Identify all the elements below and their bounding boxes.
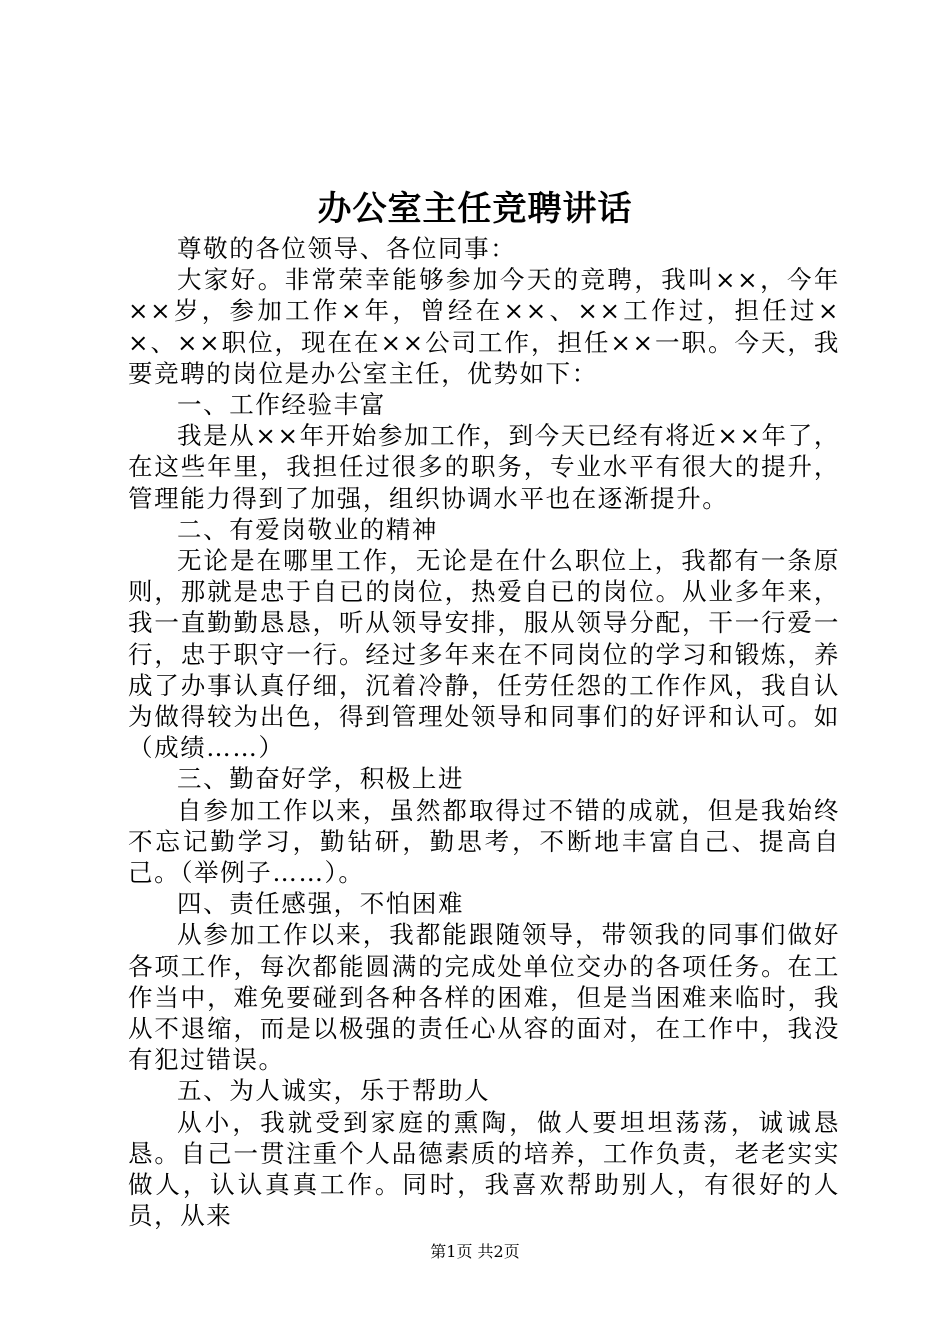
- section-heading-2: 二、有爱岗敬业的精神: [177, 514, 438, 544]
- page-footer: 第1页 共2页: [430, 1242, 520, 1261]
- section-paragraph-3: 自参加工作以来，虽然都取得过不错的成就，但是我始终不忘记勤学习，勤钻研，勤思考，不断地丰富自己、提高自己。（举例子……）。: [128, 795, 840, 888]
- intro-paragraph: 大家好。非常荣幸能够参加今天的竞聘，我叫××，今年××岁，参加工作×年，曾经在××、××工作过，担任过××、××职位，现在在××公司工作，担任××一职。今天，我要竞聘的岗位是办公室主任，优势如下：: [128, 265, 840, 388]
- document-title: 办公室主任竞聘讲话: [317, 189, 633, 229]
- section-paragraph-1: 我是从××年开始参加工作，到今天已经有将近××年了，在这些年里，我担任过很多的职务，专业水平有很大的提升，管理能力得到了加强，组织协调水平也在逐渐提升。: [128, 421, 840, 513]
- section-paragraph-2: 无论是在哪里工作，无论是在什么职位上，我都有一条原则，那就是忠于自已的岗位，热爱自已的岗位。从业多年来，我一直勤勤恳恳，听从领导安排，服从领导分配，干一行爱一行，忠于职守一行。经过多年来在不同岗位的学习和锻炼，养成了办事认真仔细，沉着冷静，任劳任怨的工作作风，我自认为做得较为出色，得到管理处领导和同事们的好评和认可。如（成绩……）: [128, 546, 840, 763]
- section-paragraph-4: 从参加工作以来，我都能跟随领导，带领我的同事们做好各项工作，每次都能圆满的完成处单位交办的各项任务。在工作当中，难免要碰到各种各样的困难，但是当困难来临时，我从不退缩，而是以极强的责任心从容的面对，在工作中，我没有犯过错误。: [128, 920, 840, 1075]
- section-heading-5: 五、为人诚实，乐于帮助人: [177, 1076, 491, 1106]
- section-paragraph-5: 从小，我就受到家庭的熏陶，做人要坦坦荡荡，诚诚恳恳。自己一贯注重个人品德素质的培养，工作负责，老老实实做人，认认真真工作。同时，我喜欢帮助别人，有很好的人员，从来: [128, 1107, 840, 1231]
- section-heading-4: 四、责任感强，不怕困难: [177, 889, 465, 919]
- salutation: 尊敬的各位领导、各位同事：: [177, 234, 517, 263]
- document-body: [128, 233, 840, 1232]
- section-heading-1: 一、工作经验丰富: [177, 390, 386, 420]
- section-heading-3: 三、勤奋好学，积极上进: [177, 764, 465, 794]
